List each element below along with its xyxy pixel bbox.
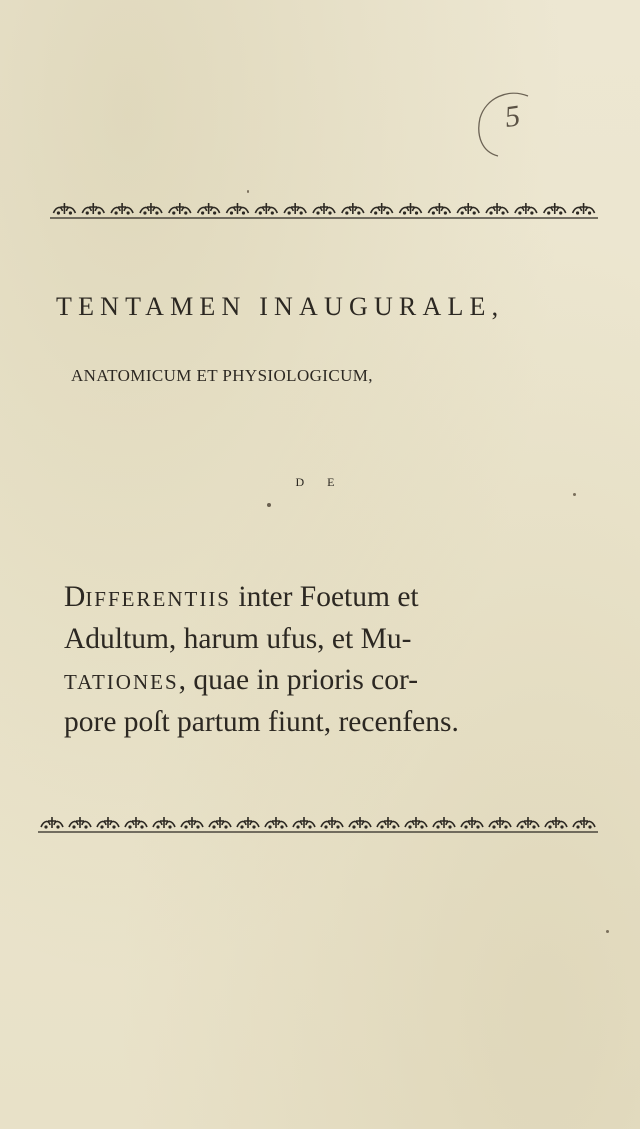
ornament-flourish <box>400 203 422 215</box>
preposition-de: D E <box>295 475 345 489</box>
ornament-flourish <box>125 817 147 829</box>
ornament-flourish <box>545 817 567 829</box>
ornament-flourish <box>405 817 427 829</box>
ink-dot <box>267 503 271 507</box>
ornament-flourish <box>237 817 259 829</box>
ornament-flourish <box>371 203 393 215</box>
body-line-2: Adultum, harum ufus, et Mu- <box>64 622 412 655</box>
ornament-flourish <box>97 817 119 829</box>
ornament-flourish <box>457 203 479 215</box>
body-line-1-rest: inter Foetum et <box>231 581 419 613</box>
paper-speck <box>247 190 249 193</box>
page-title: TENTAMEN INAUGURALE, <box>56 292 505 321</box>
body-line-1-first-letter: D <box>64 581 86 613</box>
body-line-3-smallcaps: tationes <box>64 664 179 697</box>
ornament-flourish <box>198 203 220 215</box>
ornament-flourish <box>153 817 175 829</box>
ornament-flourish <box>169 203 191 215</box>
ornament-flourish <box>377 817 399 829</box>
ornament-flourish <box>321 817 343 829</box>
ornament-flourish <box>293 817 315 829</box>
ornament-flourish <box>544 203 566 215</box>
ornament-flourish <box>284 203 306 215</box>
body-line-4: pore poſt partum fiunt, recenfens. <box>64 705 459 738</box>
thesis-description <box>64 577 584 743</box>
ornament-flourish <box>53 203 75 215</box>
ornament-flourish <box>342 203 364 215</box>
body-line-3-rest: , quae in prioris cor- <box>178 664 419 697</box>
ornament-flourish <box>428 203 450 215</box>
ornament-flourish <box>209 817 231 829</box>
bottom-ornament-rule <box>38 812 598 836</box>
body-line-3 <box>64 660 584 702</box>
paper-speck <box>606 930 609 933</box>
handwritten-shelf-mark-circle <box>468 84 538 164</box>
body-line-1-smallcaps: ifferentiis <box>85 581 231 613</box>
ornament-flourish <box>517 817 539 829</box>
ornament-flourish <box>515 203 537 215</box>
ornament-flourish <box>461 817 483 829</box>
ornament-flourish <box>486 203 508 215</box>
ornament-flourish <box>255 203 277 215</box>
ornament-flourish <box>181 817 203 829</box>
ornament-flourish <box>573 203 595 215</box>
ornament-flourish <box>41 817 63 829</box>
ornament-flourish <box>111 203 133 215</box>
handwritten-shelf-mark: 5 <box>502 99 523 134</box>
top-ornament-rule <box>50 198 598 222</box>
ornament-flourish <box>313 203 335 215</box>
ornament-flourish <box>265 817 287 829</box>
ornament-flourish <box>140 203 162 215</box>
body-line-1 <box>64 577 584 619</box>
ornament-flourish <box>573 817 595 829</box>
ornament-flourish <box>226 203 248 215</box>
ornament-flourish <box>69 817 91 829</box>
ornament-flourish <box>349 817 371 829</box>
page-subtitle: ANATOMICUM ET PHYSIOLOGICUM, <box>71 366 373 385</box>
ornament-flourish <box>489 817 511 829</box>
paper-speck <box>573 493 576 496</box>
ornament-flourish <box>82 203 104 215</box>
ornament-flourish <box>433 817 455 829</box>
